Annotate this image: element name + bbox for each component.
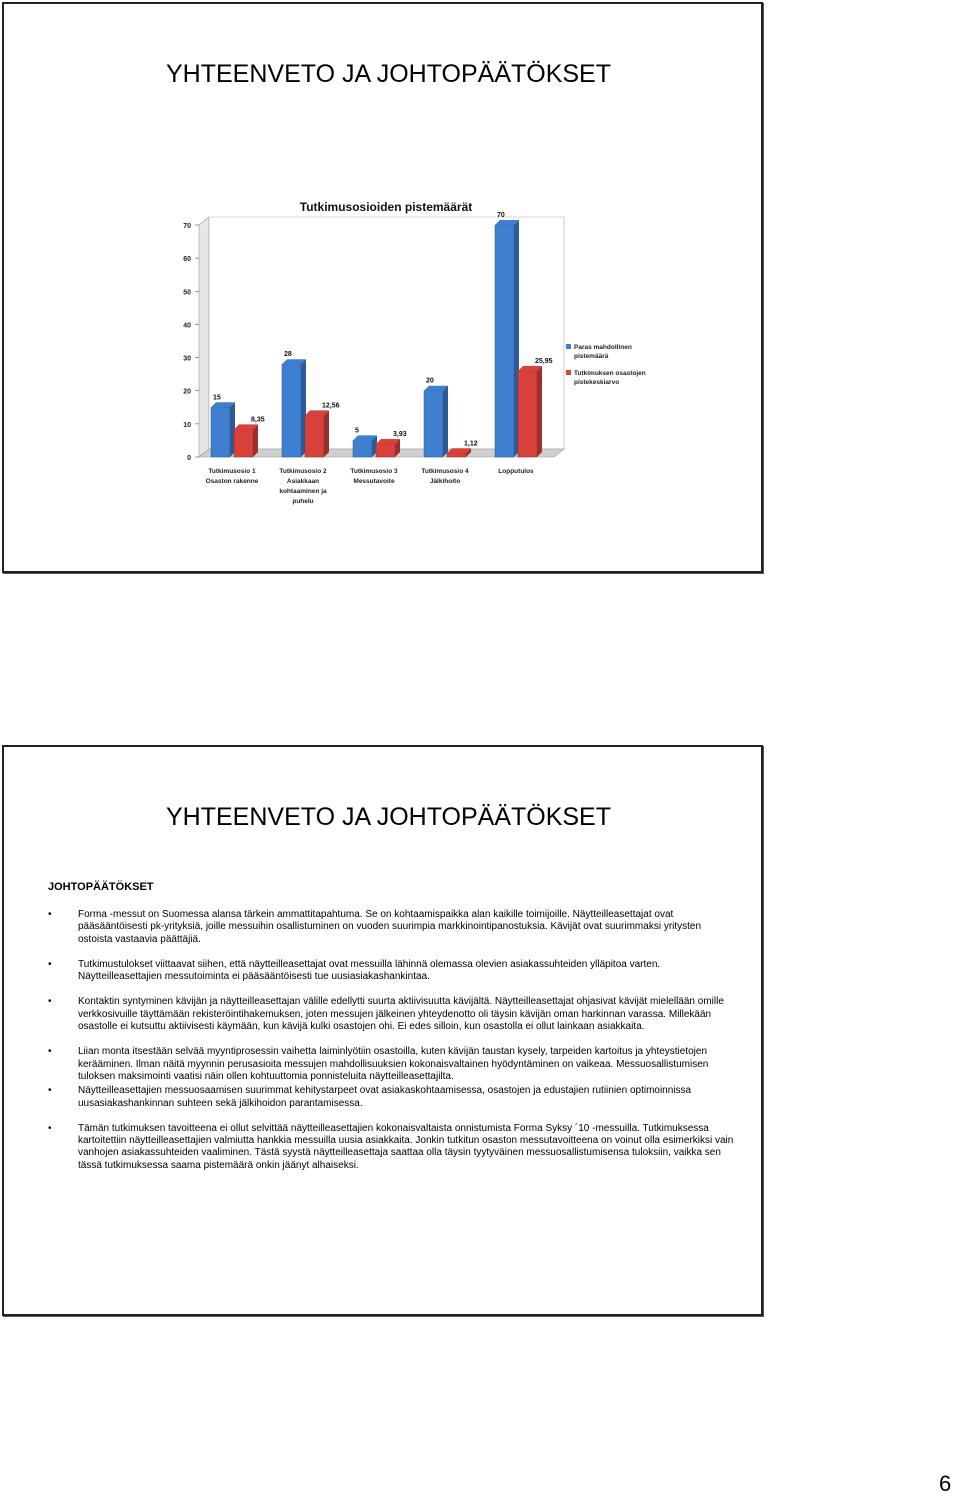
conclusion-item: • Tämän tutkimuksen tavoitteena ei ollut selvittää näytteilleasettajien kokonaisvaltaista onnistumista Forma Syksy ´10 -messuilla. Tutkimuksessa kartoitettiin näytteilleasettajien valmiutta hankkia messuilla uusia asiakkaita. Jonkin tutkitun osaston messutavoitteena on voinut olla esimerkiksi vain vanhojen asiakassuhteiden vaaliminen. Tästä syystä näytteilleasettaja saattaa olla täysin tyytyväinen messuosallistumisensa tuloksiin, vaikka sen tässä tutkimuksessa saama pistemäärä onkin jäänyt alhaiseksi. [48,1123,738,1172]
data-label: 3,93 [393,430,407,438]
y-tick-label: 10 [183,421,191,429]
bar-chart [154,189,654,519]
bar [305,415,324,457]
data-label: 12,56 [322,402,340,410]
data-label: 70 [497,212,505,219]
y-tick-label: 60 [183,256,191,264]
conclusion-item: • Liian monta itsestään selvää myyntiprosessin vaihetta laiminlyötiin osastoilla, kuten kävijän taustan kysely, tarpeiden kartoitus ja yhteystietojen kerääminen. Ilman näitä myynnin perusasioita messujen mahdollisuuksien kokonaisvaltainen hyödyntäminen on vaikeaa. Messuosallistumisen tuloksen maksimointi vaatisi näin ollen kohtuuttomia ponnisteluita näytteilleasettajilta. [48,1046,738,1083]
data-label: 20 [426,377,434,385]
bar-side [537,366,542,457]
bar-side [253,424,258,457]
conclusion-item: • Näytteilleasettajien messuosaamisen suurimmat kehitystarpeet ovat asiakaskohtaamisessa, osastojen ja edustajien rutiinien optimoinnissa uusasiakashankinnan suhteen sekä jälkihoidon parantamisessa. [48,1085,738,1110]
slide-summary-chart [2,2,763,573]
data-label: 8,35 [251,416,265,424]
category-label: Tutkimusosio 3 Messutavoite [350,468,398,485]
legend-entry: Tutkimuksen osastojen pistekeskiarvo [574,370,646,386]
bar [518,371,537,457]
data-label: 5 [355,427,359,435]
page-number: 6 [939,1471,952,1496]
data-label: 25,95 [535,357,553,365]
data-label: 28 [284,351,292,359]
bar [211,407,230,457]
y-tick-label: 0 [187,455,191,462]
category-label: Tutkimusosio 1 Osaston rakenne [205,468,259,485]
bar [447,453,466,457]
data-label: 15 [213,394,221,402]
bar [353,440,372,457]
slide-title: YHTEENVETO JA JOHTOPÄÄTÖKSET [166,803,612,831]
section-heading: JOHTOPÄÄTÖKSET [48,881,154,893]
chart-title: Tutkimusosioiden pistemäärät [299,200,473,214]
bar [424,391,443,457]
legend-swatch [566,344,571,349]
conclusion-item: • Tutkimustulokset viittaavat siihen, että näytteilleasettajat ovat messuilla lähinnä olemassa olevien asiakassuhteiden ylläpitoa varten. Näytteilleasettajien messutoiminta ei pääsääntöisesti tue uusiasiakashankintaa. [48,959,738,984]
bar [282,364,301,457]
category-label: Lopputulos [498,468,534,475]
conclusion-list [48,909,738,1185]
y-tick-label: 70 [183,223,191,230]
bar-side [324,410,329,457]
slide-title: YHTEENVETO JA JOHTOPÄÄTÖKSET [166,60,612,88]
category-label: Tutkimusosio 4 Jälkihoito [421,468,469,485]
category-label: Tutkimusosio 2 Asiakkaan kohtaaminen ja puhelu [279,468,327,505]
y-tick-label: 20 [183,388,191,396]
conclusion-item: • Kontaktin syntyminen kävijän ja näytteilleasettajan välille edellytti suurta aktiivisuutta kävijältä. Näytteilleasettajat ohjasivat kävijät mielellään omille verkkosivuille täyttämään rekisteröintihakemuksen, joten messujen jälkeinen yhteydenotto oli täysin kävijän oman harkinnan varassa. Millekään osastolle ei kutsuttu aktiivisesti käymään, kun kävijä kulki osastojen ohi. Ei edes silloin, kun osastolla ei ollut lainkaan asiakkaita. [48,996,738,1033]
bar [234,429,253,457]
data-label: 1,12 [464,440,478,448]
bar [495,225,514,457]
slide-conclusions [2,745,763,1316]
y-tick-label: 50 [183,289,191,297]
y-tick-label: 40 [183,322,191,330]
bar-side [443,386,448,457]
chart-side-wall [199,217,209,457]
legend-entry: Paras mahdollinen pistemäärä [574,344,632,360]
bar [376,444,395,457]
y-tick-label: 30 [183,355,191,363]
conclusion-item: • Forma -messut on Suomessa alansa tärkein ammattitapahtuma. Se on kohtaamispaikka alan kaikille toimijoille. Näytteilleasettajat ovat pääsääntöisesti pk-yrityksiä, joille messuihin osallistuminen on vuoden suurimpia markkinointipanostuksia. Kävijät ovat suurimmaksi yritysten ostoista vastaavia päättäjiä. [48,909,738,946]
legend-swatch [566,370,571,375]
